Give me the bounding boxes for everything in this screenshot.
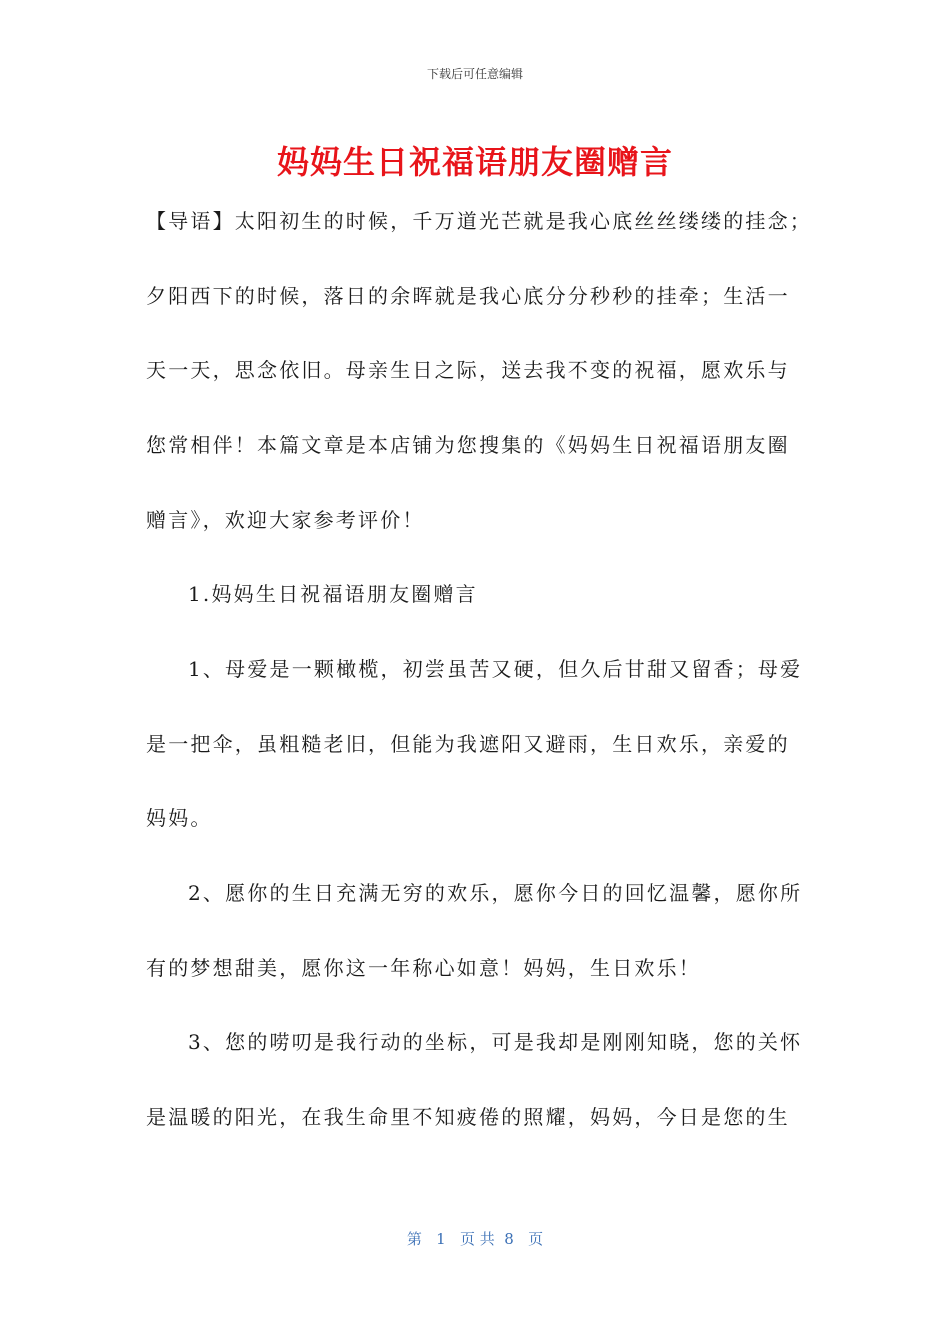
paragraph-line: 您常相伴！本篇文章是本店铺为您搜集的《妈妈生日祝福语朋友圈 [146,433,790,457]
paragraph-line: 天一天，思念依旧。母亲生日之际，送去我不变的祝福，愿欢乐与 [146,358,790,382]
page-header-note: 下载后可任意编辑 [426,67,523,81]
paragraph-line: 1、母爱是一颗橄榄，初尝虽苦又硬，但久后甘甜又留香；母爱 [188,657,803,681]
paragraph-line: 2、愿你的生日充满无穷的欢乐，愿你今日的回忆温馨，愿你所 [188,881,803,905]
paragraph-line: 【导语】太阳初生的时候，千万道光芒就是我心底丝丝缕缕的挂念； [146,209,812,233]
paragraph-line: 赠言》，欢迎大家参考评价！ [146,508,425,532]
paragraph-line: 有的梦想甜美，愿你这一年称心如意！妈妈，生日欢乐！ [146,956,701,980]
paragraph-line: 夕阳西下的时候，落日的余晖就是我心底分分秒秒的挂牵；生活一 [146,284,790,308]
document-title: 妈妈生日祝福语朋友圈赠言 [276,143,673,181]
paragraph-line: 妈妈。 [146,806,213,830]
page-footer-pagination: 第 1 页 共 8 页 [406,1230,544,1248]
paragraph-line: 是一把伞，虽粗糙老旧，但能为我遮阳又避雨，生日欢乐，亲爱的 [146,732,790,756]
paragraph-line: 是温暖的阳光，在我生命里不知疲倦的照耀，妈妈，今日是您的生 [146,1105,790,1129]
section-heading: 1.妈妈生日祝福语朋友圈赠言 [188,582,478,606]
paragraph-line: 3、您的唠叨是我行动的坐标，可是我却是刚刚知晓，您的关怀 [188,1030,803,1054]
